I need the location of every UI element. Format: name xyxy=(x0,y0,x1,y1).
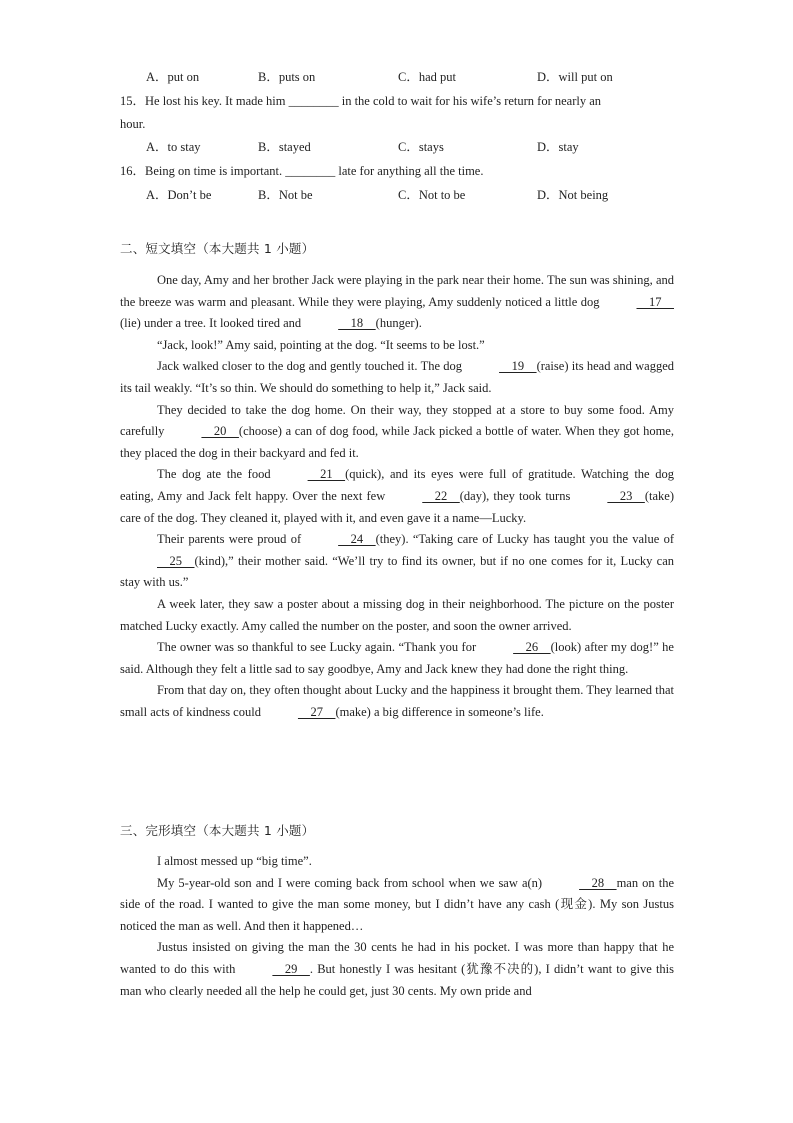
answer-blank-28[interactable]: 28 xyxy=(579,875,617,890)
passage-text: (look) after my dog!” he said. Although they felt a little sad to say goodbye, Amy and Jack knew they had done the right thing. xyxy=(120,640,674,676)
section2-paragraph xyxy=(120,356,674,399)
answer-blank-18[interactable]: 18 xyxy=(338,316,376,331)
section3-passage xyxy=(120,851,674,1002)
passage-text: (they). “Taking care of Lucky has taught you the value of xyxy=(375,532,674,547)
answer-blank-29[interactable]: 29 xyxy=(272,961,310,976)
section2-paragraph xyxy=(120,529,674,594)
section2-paragraph xyxy=(120,680,674,723)
answer-blank-25[interactable]: 25 xyxy=(157,553,195,568)
section2-paragraph xyxy=(120,270,674,335)
passage-text: Justus insisted on giving the man the 30 cents he had in his pocket. I was more than happy that he wanted to do this with xyxy=(120,940,674,976)
q16-option-d[interactable]: D．Not being xyxy=(537,188,609,202)
section2-passage xyxy=(120,270,674,723)
q14-option-d[interactable]: D．will put on xyxy=(537,70,613,84)
section2-heading: 二、短文填空（本大题共 1 小题） xyxy=(120,241,315,256)
passage-text: (raise) its head and wagged its tail weakly. “It’s so thin. We should do something to help it,” Jack said. xyxy=(120,359,674,395)
q15-stem-line2: hour. xyxy=(120,117,146,131)
section2-paragraph xyxy=(120,464,674,529)
q15-stem-line1: 15．He lost his key. It made him ________ in the cold to wait for his wife’s return for nearly an xyxy=(120,94,602,108)
q16-option-a[interactable]: A．Don’t be xyxy=(146,188,212,202)
q15-option-d[interactable]: D．stay xyxy=(537,140,579,154)
answer-blank-21[interactable]: 21 xyxy=(307,467,346,482)
answer-blank-26[interactable]: 26 xyxy=(513,640,551,655)
passage-text: man on the side of the road. I wanted to give the man some money, but I didn’t have any cash (现金). My son Justus noticed the man as well. And then it happened… xyxy=(120,875,674,933)
section2-paragraph xyxy=(120,335,674,357)
q15-option-c[interactable]: C．stays xyxy=(398,140,444,154)
passage-text: They decided to take the dog home. On their way, they stopped at a store to buy some food. Amy carefully xyxy=(120,402,674,439)
passage-text: (hunger). xyxy=(375,316,422,331)
q16-option-b[interactable]: B．Not be xyxy=(258,188,313,202)
passage-text: The dog ate the food xyxy=(157,467,271,482)
q15-option-a[interactable]: A．to stay xyxy=(146,140,201,154)
passage-text: (choose) a can of dog food, while Jack picked a bottle of water. When they got home, they placed the dog in their backyard and fed it. xyxy=(120,424,674,460)
passage-text: From that day on, they often thought about Lucky and the happiness it brought them. They learned that small acts of kindness could xyxy=(120,683,674,719)
section2-paragraph xyxy=(120,594,674,637)
q16-option-c[interactable]: C．Not to be xyxy=(398,188,466,202)
passage-text: (lie) under a tree. It looked tired and xyxy=(120,316,302,331)
q14-option-b[interactable]: B．puts on xyxy=(258,70,316,84)
passage-text: (make) a big difference in someone’s life. xyxy=(335,704,544,719)
passage-text: The owner was so thankful to see Lucky again. “Thank you for xyxy=(157,640,477,655)
passage-text: A week later, they saw a poster about a missing dog in their neighborhood. The picture on the poster matched Lucky exactly. Amy called the number on the poster, and soon the owner arrived. xyxy=(120,596,674,633)
q14-option-c[interactable]: C．had put xyxy=(398,70,456,84)
q15-option-b[interactable]: B．stayed xyxy=(258,140,311,154)
passage-text: (take) care of the dog. They cleaned it, played with it, and even gave it a name—Lucky. xyxy=(120,488,674,525)
q16-stem: 16．Being on time is important. ________ late for anything all the time. xyxy=(120,164,484,178)
section3-paragraph xyxy=(120,873,674,938)
answer-blank-23[interactable]: 23 xyxy=(607,488,645,503)
q14-option-a[interactable]: A．put on xyxy=(146,70,200,84)
passage-text: Jack walked closer to the dog and gently touched it. The dog xyxy=(157,359,463,374)
section3-heading: 三、完形填空（本大题共 1 小题） xyxy=(120,823,315,838)
section3-paragraph xyxy=(120,937,674,1002)
passage-text: One day, Amy and her brother Jack were playing in the park near their home. The sun was shining, and the breeze was warm and pleasant. While they were playing, Amy suddenly noticed a little dog xyxy=(120,273,674,309)
section2-paragraph xyxy=(120,637,674,680)
passage-text: “Jack, look!” Amy said, pointing at the dog. “It seems to be lost.” xyxy=(157,337,485,352)
answer-blank-20[interactable]: 20 xyxy=(201,424,239,439)
answer-blank-24[interactable]: 24 xyxy=(338,532,376,547)
answer-blank-19[interactable]: 19 xyxy=(499,359,537,374)
passage-text: (kind),” their mother said. “We’ll try to find its owner, but if no one comes for it, Lucky can stay with us.” xyxy=(120,553,674,590)
passage-text: I almost messed up “big time”. xyxy=(157,854,312,868)
answer-blank-17[interactable]: 17 xyxy=(636,294,674,309)
passage-text: Their parents were proud of xyxy=(157,532,302,547)
answer-blank-27[interactable]: 27 xyxy=(297,704,336,719)
passage-text: . But honestly I was hesitant (犹豫不决的), I didn’t want to give this man who clearly needed all the help he could get, just 30 cents. My own pride and xyxy=(120,961,675,998)
section2-paragraph xyxy=(120,400,674,465)
answer-blank-22[interactable]: 22 xyxy=(422,488,460,503)
passage-text: (quick), and its eyes were full of gratitude. Watching the dog eating, Amy and Jack felt happy. Over the next few xyxy=(120,467,674,503)
section3-paragraph xyxy=(120,851,674,873)
passage-text: My 5-year-old son and I were coming back from school when we saw a(n) xyxy=(157,875,543,890)
passage-text: (day), they took turns xyxy=(459,488,571,503)
